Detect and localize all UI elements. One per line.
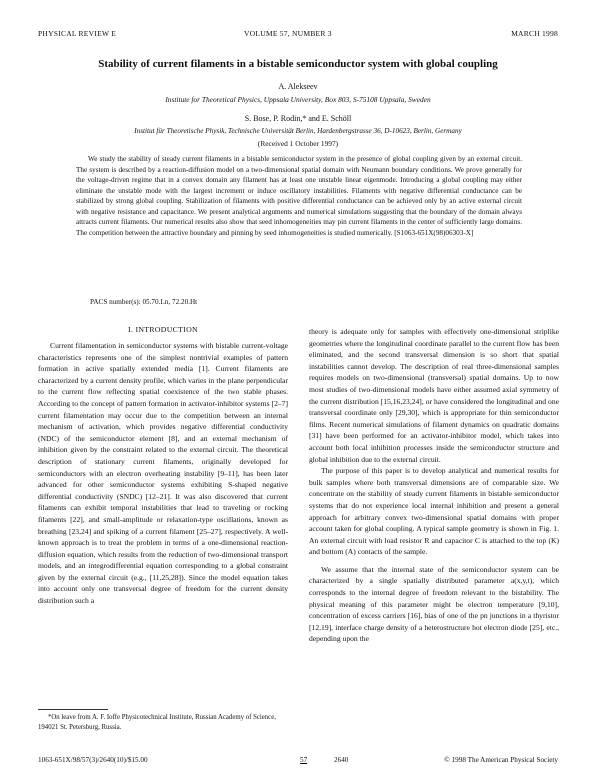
section-heading: I. INTRODUCTION	[128, 325, 198, 334]
abstract: We study the stability of steady current filaments in a bistable semiconductor system in the presence of global coupling given by an external circuit. The system is described by a reaction-diffusion model on a two-dimensional spatial domain with Neumann boundary conditions. We prove generally for the voltage-driven regime that in a convex domain any filament has at least one unstable linear eigenmode. Introducing a global coupling may either eliminate the unstable mode with the largest increment or induce oscillatory instabilities. Filaments with negative differential conductance can be stabilized by strong global coupling. Stabilization of filaments with positive differential conductance can be achieved only by an active external circuit with negative resistance and capacitance. We present analytical arguments and numerical simulations suggesting that the boundary of the domain always attracts current filaments. Our numerical results also show that seed inhomogeneities may pin current filaments in the center of sufficiently large domains. The competition between the attractive boundary and pinning by seed inhomogeneities is studied numerically. [S1063-651X(98)06303-X]	[76, 155, 522, 237]
footnote-rule	[38, 709, 108, 710]
authors-group-1: A. Alekseev	[278, 82, 318, 91]
issn-code: 1063-651X/98/57(3)/2640(10)/$15.00	[38, 756, 148, 764]
issue-date: MARCH 1998	[511, 29, 558, 38]
affiliation-1: Institute for Theoretical Physics, Uppsala University, Box 803, S-75108 Uppsala, Sweden	[165, 95, 431, 104]
journal-name: PHYSICAL REVIEW E	[38, 29, 117, 38]
volume-number: VOLUME 57, NUMBER 3	[244, 29, 332, 38]
intro-paragraph-4: We assume that the internal state of the semiconductor system can be characterized by a single spatially distributed parameter a(x,y,t), which corresponds to the internal degree of freedom relevant to the bistability. The physical meaning of this parameter might be electron temperature [9,10], concentration of excess carriers [16], bias of one of the pn junctions in a thyristor [12,19], interface charge density of a heterostructure hot electron diode [25], etc., depending upon the	[309, 564, 559, 644]
running-header	[38, 29, 558, 39]
volume-link[interactable]: 57	[300, 756, 308, 764]
paper-title: Stability of current filaments in a bistable semiconductor system with global coupling	[98, 58, 498, 70]
left-column	[38, 340, 288, 607]
footnote: *On leave from A. F. Ioffe Physicotechnical Institute, Russian Academy of Science, 194021 St. Petersburg, Russia.	[38, 714, 276, 731]
intro-paragraph-2: theory is adequate only for samples with effectively one-dimensional striplike geometries where the longitudinal coordinate parallel to the current flow has been eliminated, and the second transversal dimension is so short that spatial instabilities cannot develop. The description of real three-dimensional samples requires models on two-dimensional (transversal) spatial domains. Up to now most studies of two-dimensional models have either assumed axial symmetry of the current distribution [15,16,23,24], or have considered the longitudinal and one transversal coordinate only [29,30], which is appropriate for thin semiconductor films. Recent numerical simulations of filament dynamics on quadratic domains [31] have been performed for an activator-inhibitor model, which takes into account both local inhibition processes inside the semiconductor structure and global inhibition due to the external circuit.	[309, 327, 559, 464]
received-date: (Received 1 October 1997)	[257, 139, 339, 148]
intro-paragraph-3: The purpose of this paper is to develop analytical and numerical results for bulk samples where both transversal dimensions are of comparable size. We concentrate on the stability of steady current filaments in bistable semiconductor systems that do not experience local internal inhibition and present a general approach for arbitrary convex two-dimensional spatial domains with proper account taken for global coupling. A typical sample geometry is shown in Fig. 1. An external circuit with load resistor R and capacitor C is attached to the top (K) and bottom (A) contacts of the sample.	[309, 466, 559, 557]
copyright: © 1998 The American Physical Society	[444, 756, 558, 764]
right-column	[309, 326, 559, 645]
authors-group-2: S. Bose, P. Rodin,* and E. Schöll	[244, 114, 352, 123]
page-number: 2640	[334, 756, 349, 764]
affiliation-2: Institut für Theoretische Physik, Technische Universität Berlin, Hardenbergstrasse 36, D-10623, Berlin, Germany	[134, 127, 462, 135]
page-footer	[38, 756, 558, 766]
intro-paragraph-1: Current filamentation in semiconductor systems with bistable current-voltage characteristics represents one of the simplest nontrivial examples of pattern formation in active spatially extended media [1]. Current filaments are characterized by a current density profile, which varies in the plane perpendicular to the current flow reflecting spatial coexistence of the two stable phases. According to the concept of pattern formation in activator-inhibitor systems [2–7] current filamentation may occur due to the competition between an internal mechanism of activation, which provides negative differential conductivity (NDC) of the semiconductor element [8], and an external mechanism of inhibition given by the constraint related to the external circuit. The theoretical description of stationary current filaments, originally developed for semiconductors with an electron overheating instability [9–11], has been later advanced for other semiconductor systems exhibiting S-shaped negative differential conductivity (SNDC) [12–21]. It was also discovered that current filaments can exhibit temporal instabilities that lead to traveling or rocking filaments [22], and small-amplitude or relaxation-type oscillations, known as breathing [23,24] and spiking of a current filament [25–27], respectively. A well-known approach is to treat the problem in terms of a one-dimensional reaction-diffusion equation, which results from the reduction of two-dimensional transport models, and an integrodifferential equation corresponding to a global constraint given by the external circuit (e.g., [11,25,28]). Since the model equation takes into account only one transversal degree of freedom for the current density distribution such a	[38, 341, 288, 606]
pacs-numbers: PACS number(s): 05.70.Ln, 72.20.Ht	[90, 298, 198, 306]
